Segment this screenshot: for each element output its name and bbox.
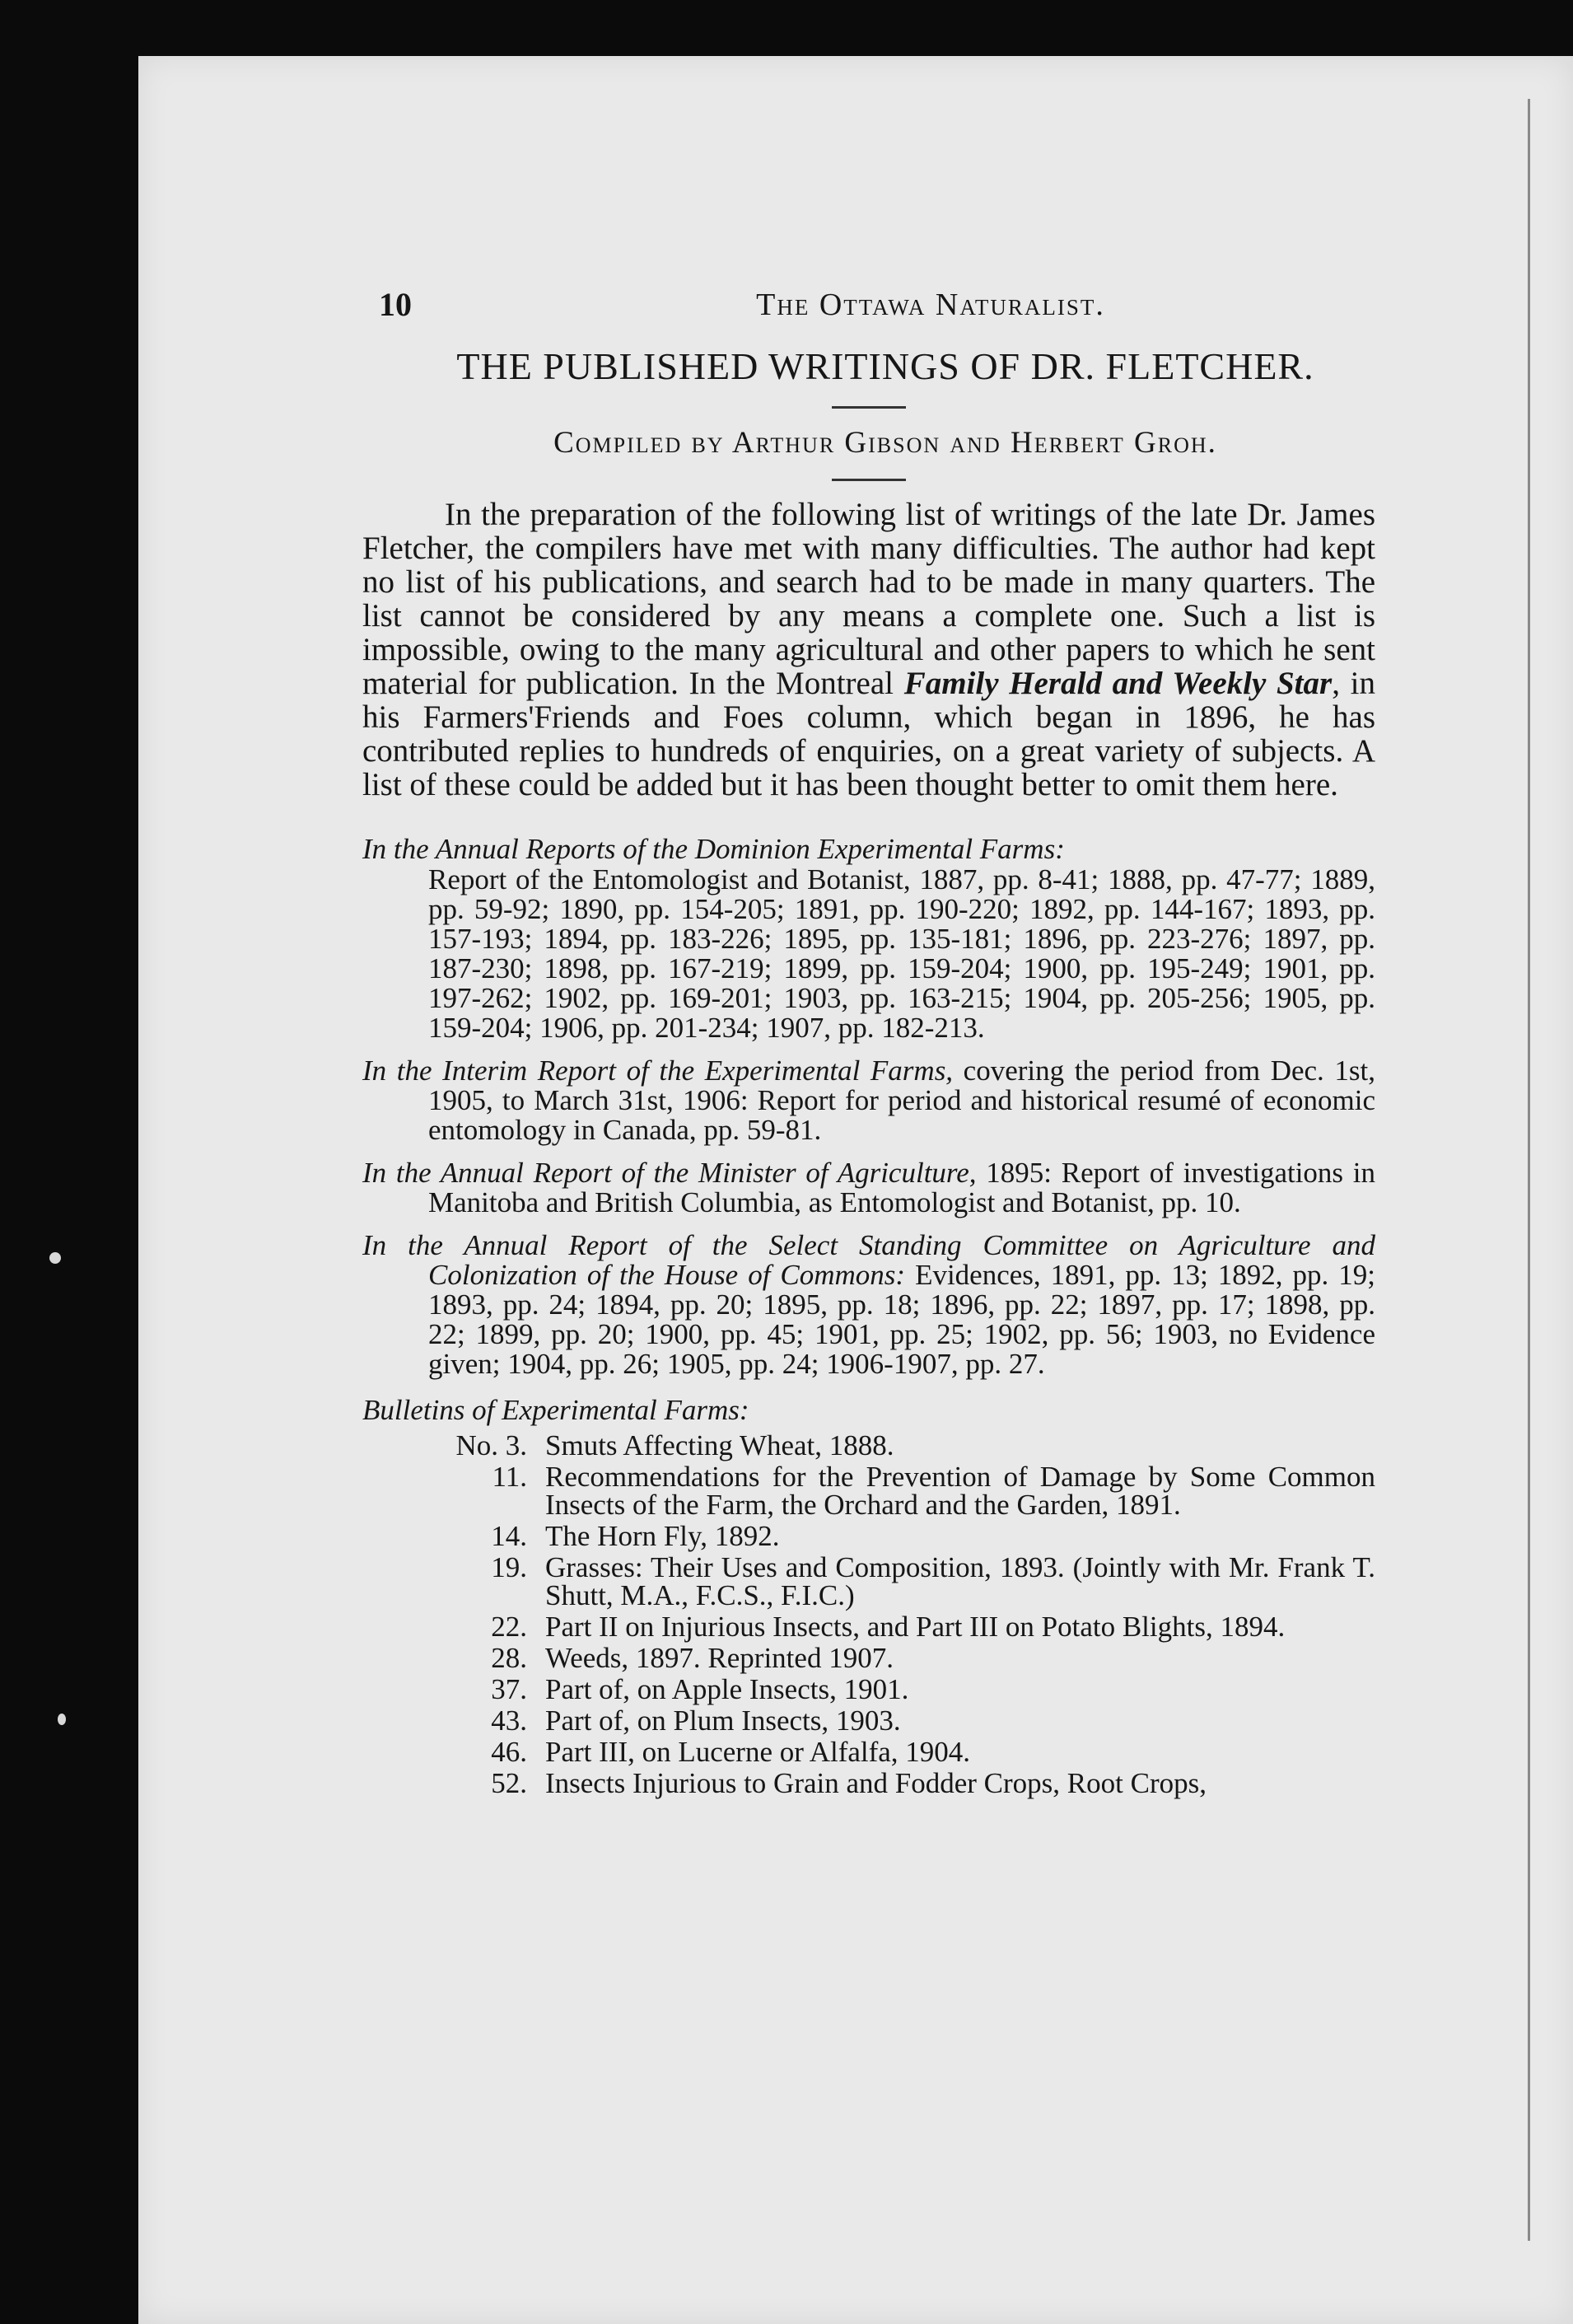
intro-italic-title: Family Herald and Weekly Star xyxy=(903,666,1333,701)
bulletin-title: Insects Injurious to Grain and Fodder Crops, Root Crops, xyxy=(545,1767,1207,1799)
entry-rest: Evidences, 1891, pp. 13; 1892, pp. 19; 1893, pp. 24; 1894, pp. 20; 1895, pp. 18; 1896, pp. 22; 1897, pp. 17; 1898, pp. 22; 1899, pp. 20; 1900, pp. 45; 1901, pp. 25; 1902, pp. 56; 1903, no Evidence given; 1904, pp. 26; 1905, pp. 24; 1906-1907, pp. 27. xyxy=(428,1259,1375,1380)
entry-lead: In the Interim Report of the Experimental Farms, xyxy=(362,1054,954,1087)
article-title: THE PUBLISHED WRITINGS OF DR. FLETCHER. xyxy=(456,345,1314,387)
bulletin-number: 28. xyxy=(491,1642,527,1674)
scan-speck xyxy=(49,1252,61,1264)
divider xyxy=(832,406,906,409)
entry-committee-report xyxy=(362,1231,1375,1379)
journal-title: The Ottawa Naturalist. xyxy=(756,288,1105,322)
bulletin-number: 43. xyxy=(491,1704,527,1737)
bulletins-heading: Bulletins of Experimental Farms: xyxy=(362,1394,749,1426)
list-item xyxy=(362,1613,1375,1641)
list-item xyxy=(362,1704,1375,1737)
bulletin-number: 14. xyxy=(491,1520,527,1552)
list-item xyxy=(362,1429,1375,1461)
entry-annual-reports xyxy=(362,834,1375,1043)
entry-lead: In the Annual Report of the Minister of Agriculture, xyxy=(362,1157,977,1189)
intro-text-2: , in his Farmers'Friends and Foes column, which began in 1896, he has contributed replies to hundreds of enquiries, on a great variety of subjects. A list of these could be added but it has been thought better to omit them here. xyxy=(362,666,1375,802)
list-item xyxy=(362,1767,1375,1799)
bulletin-title: Smuts Affecting Wheat, 1888. xyxy=(545,1429,894,1461)
list-item xyxy=(362,1644,1375,1672)
bulletin-title: Part of, on Apple Insects, 1901. xyxy=(545,1673,909,1705)
bulletin-title: Recommendations for the Prevention of Damage by Some Common Insects of the Farm, the Orchard and the Garden, 1891. xyxy=(545,1461,1375,1521)
bulletin-number: 46. xyxy=(491,1736,527,1768)
bulletin-number: 22. xyxy=(491,1611,527,1643)
page-edge-line xyxy=(1528,99,1530,2241)
bulletin-title: Part II on Injurious Insects, and Part III on Potato Blights, 1894. xyxy=(545,1611,1286,1643)
bulletin-number: 37. xyxy=(491,1673,527,1705)
entry-minister-report xyxy=(362,1158,1375,1218)
bulletin-title: Part III, on Lucerne or Alfalfa, 1904. xyxy=(545,1736,971,1768)
list-item xyxy=(362,1551,1375,1611)
bulletin-list xyxy=(362,1429,1375,1799)
divider xyxy=(832,479,906,481)
entry-lead: In the Annual Report of the Select Standing Committee on Agriculture and Colonization of the House of Commons: xyxy=(362,1229,1375,1291)
entry-body: Report of the Entomologist and Botanist, 1887, pp. 8-41; 1888, pp. 47-77; 1889, pp. 59-92; 1890, pp. 154-205; 1891, pp. 190-220; 1892, pp. 144-167; 1893, pp. 157-193; 1894, pp. 183-226; 1895, pp. 135-181; 1896, pp. 223-276; 1897, pp. 187-230; 1898, pp. 167-219; 1899, pp. 159-204; 1900, pp. 195-249; 1901, pp. 197-262; 1902, pp. 169-201; 1903, pp. 163-215; 1904, pp. 205-256; 1905, pp. 159-204; 1906, pp. 201-234; 1907, pp. 182-213. xyxy=(428,863,1375,1044)
page-content xyxy=(362,280,1375,1801)
entry-heading: In the Annual Reports of the Dominion Experimental Farms: xyxy=(362,833,1065,865)
intro-paragraph xyxy=(362,498,1375,802)
bulletin-title: Part of, on Plum Insects, 1903. xyxy=(545,1704,901,1737)
compilers-line: Compiled by Arthur Gibson and Herbert Groh. xyxy=(553,426,1217,460)
page-number: 10 xyxy=(379,286,412,323)
list-item xyxy=(362,1673,1375,1705)
bulletin-number: No. 3. xyxy=(455,1429,527,1461)
bulletin-title: The Horn Fly, 1892. xyxy=(545,1520,780,1552)
bulletin-number: 11. xyxy=(492,1461,527,1493)
scan-speck xyxy=(58,1714,66,1725)
entry-rest: 1895: Report of investigations in Manitoba and British Columbia, as Entomologist and Botanist, pp. 10. xyxy=(428,1157,1376,1218)
list-item xyxy=(362,1738,1375,1766)
bulletin-number: 52. xyxy=(491,1767,527,1799)
entry-interim-report xyxy=(362,1056,1375,1145)
list-item xyxy=(362,1522,1375,1550)
bulletin-title: Grasses: Their Uses and Composition, 1893. (Jointly with Mr. Frank T. Shutt, M.A., F.C.S., F.I.C.) xyxy=(545,1551,1375,1611)
bulletin-title: Weeds, 1897. Reprinted 1907. xyxy=(545,1642,894,1674)
running-head xyxy=(362,280,1375,338)
bulletin-number: 19. xyxy=(491,1551,527,1583)
entry-rest: covering the period from Dec. 1st, 1905, to March 31st, 1906: Report for period and historical resumé of economic entomology in Canada, pp. 59-81. xyxy=(428,1054,1375,1146)
list-item xyxy=(362,1463,1375,1519)
intro-text-1: In the preparation of the following list of writings of the late Dr. James Fletcher, the compilers have met with many difficulties. The author had kept no list of his publications, and search had to be made in many quarters. The list cannot be considered by any means a complete one. Such a list is impossible, owing to the many agricultural and other papers to which he sent material for publication. In the Montreal xyxy=(362,497,1375,701)
